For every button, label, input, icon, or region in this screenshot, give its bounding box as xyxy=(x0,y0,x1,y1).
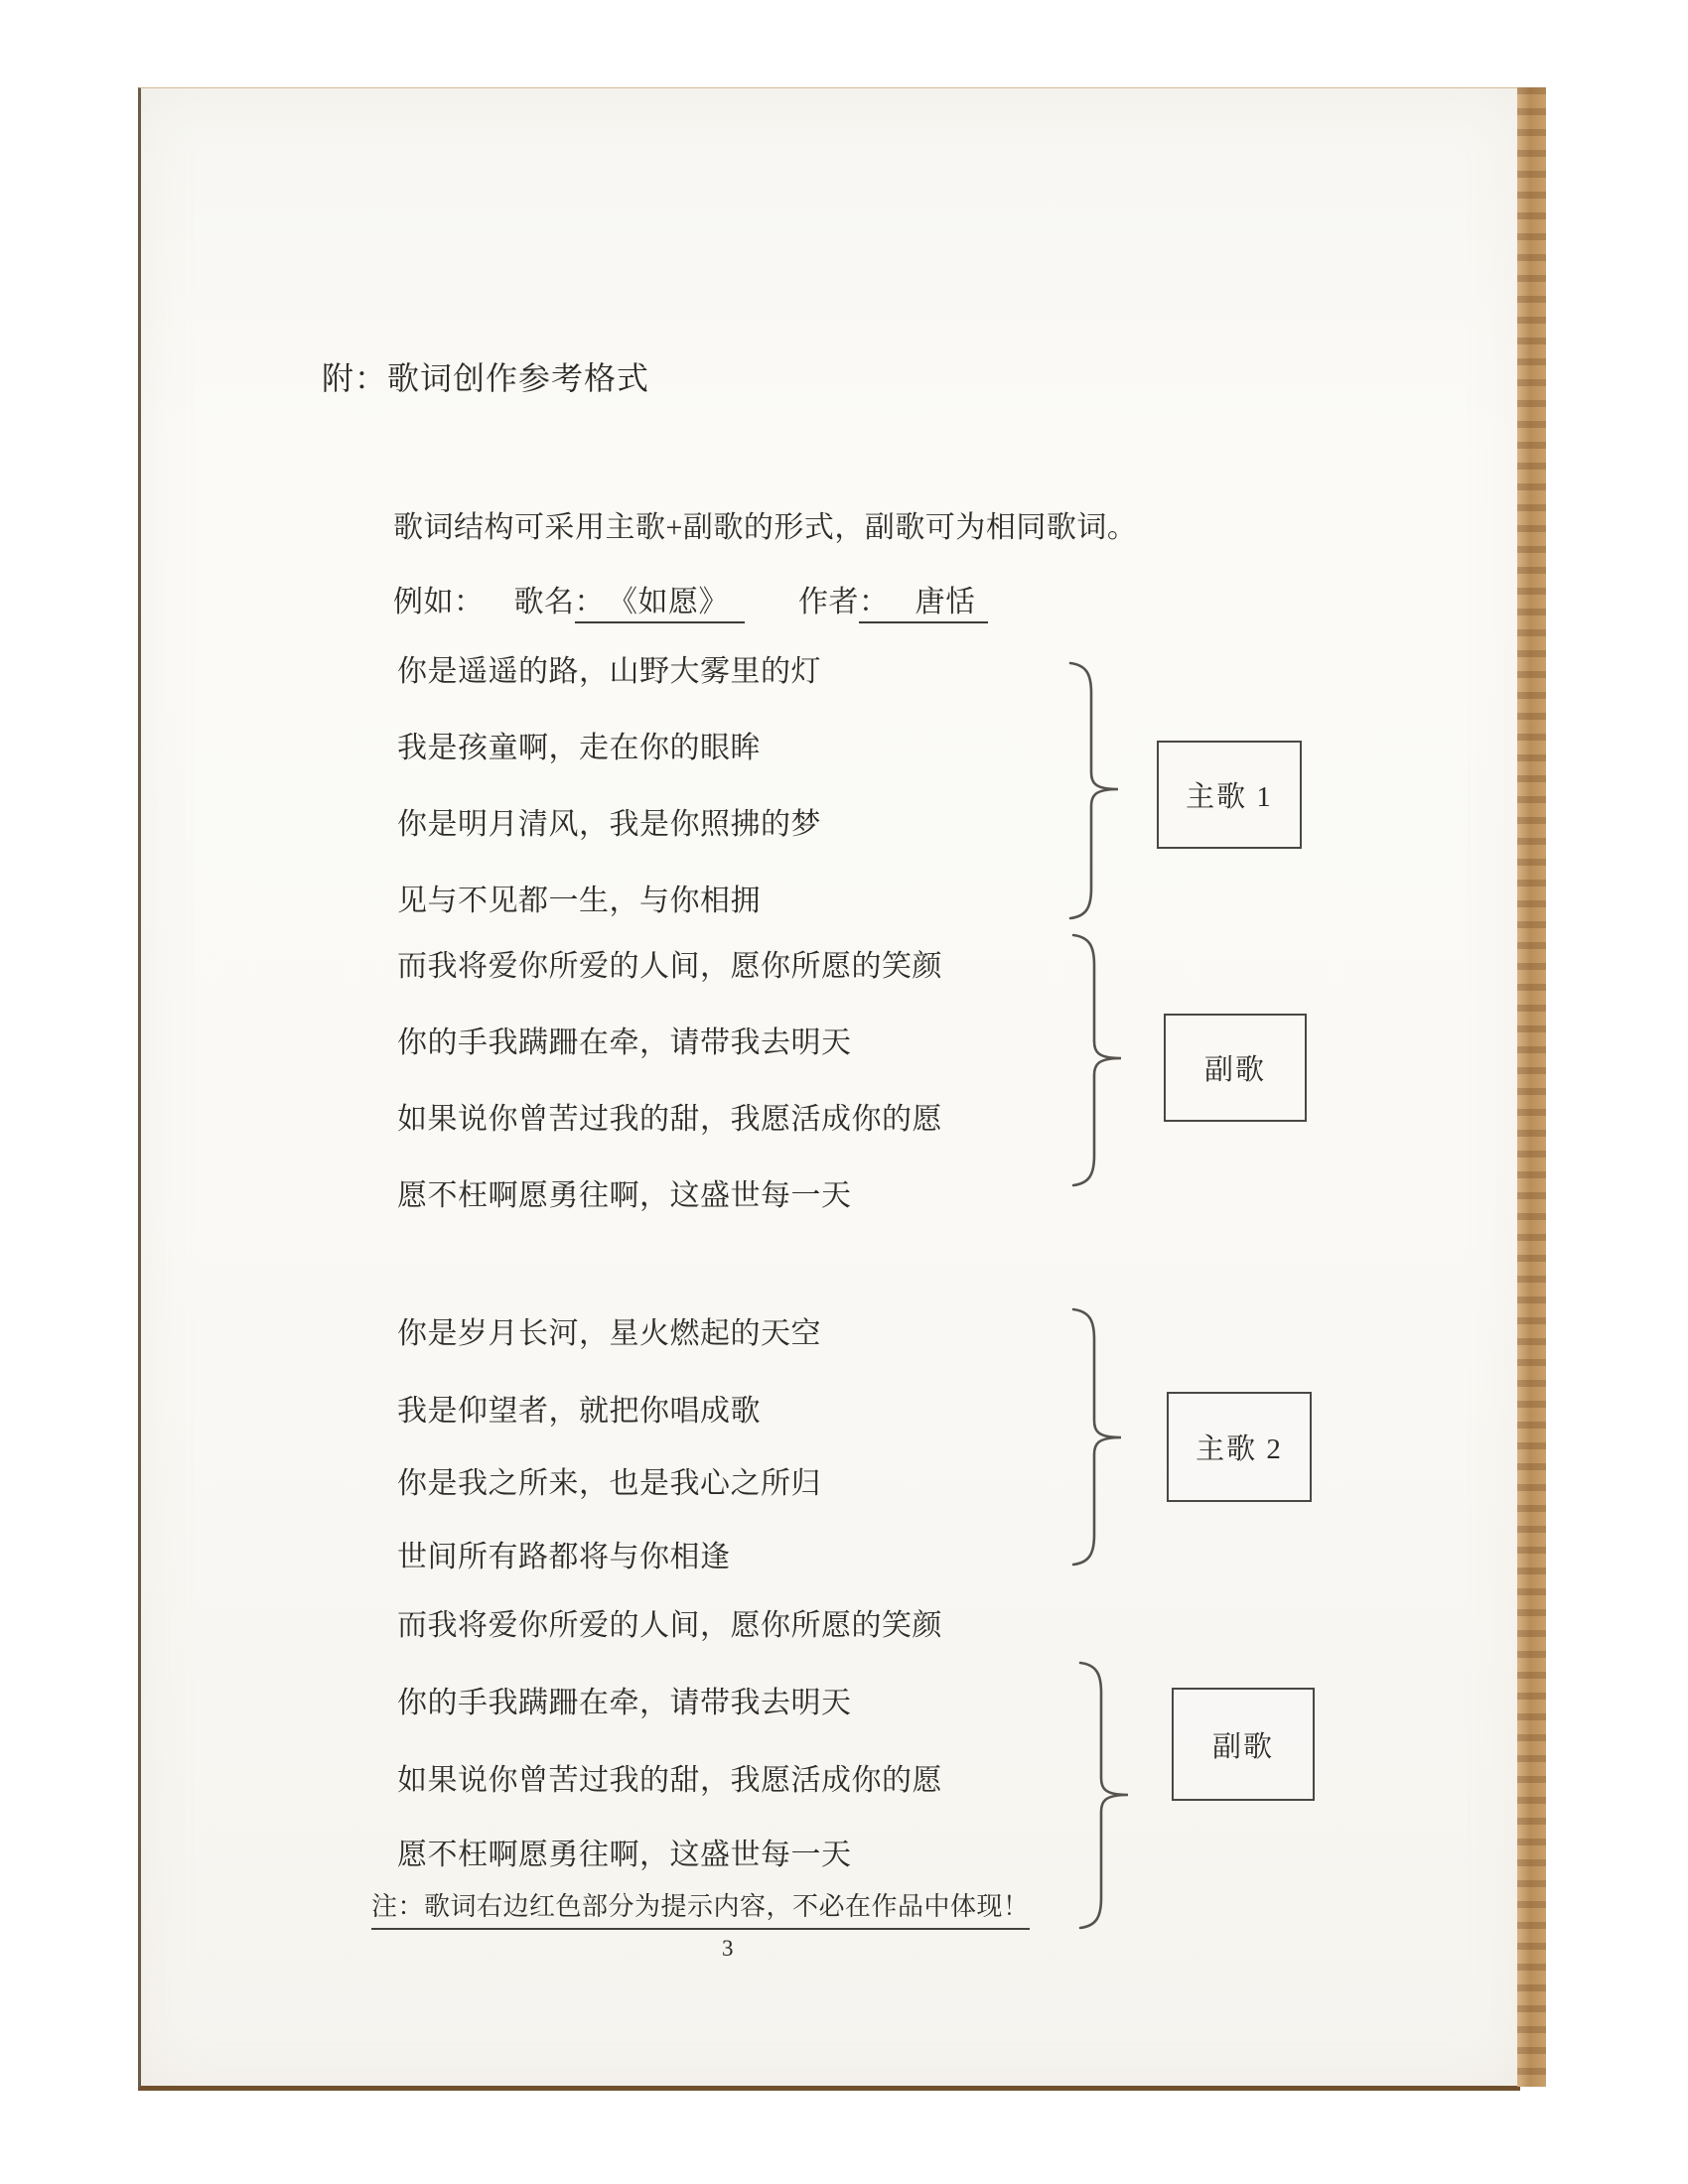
lyric-line: 你是遥遥的路，山野大雾里的灯 xyxy=(397,655,821,688)
song-name-underlined: ： 《如愿》 xyxy=(575,584,746,623)
lyric-line: 我是仰望者，就把你唱成歌 xyxy=(397,1395,761,1428)
page-number: 3 xyxy=(722,1936,734,1961)
desk-wood-edge xyxy=(1517,87,1546,2087)
song-title: 《如愿》 xyxy=(623,586,729,618)
lyric-line: 你是我之所来，也是我心之所归 xyxy=(397,1467,821,1500)
song-name-label: 歌名 xyxy=(513,586,575,618)
author-label: 作者 xyxy=(798,586,859,618)
author-underlined: ： 唐恬 xyxy=(859,584,988,623)
example-line xyxy=(393,577,988,623)
lyric-line: 而我将爱你所爱的人间，愿你所愿的笑颜 xyxy=(397,1609,942,1642)
brace-chorus2 xyxy=(1070,1659,1140,1932)
lyric-line: 你是岁月长河，星火燃起的天空 xyxy=(397,1317,821,1350)
example-prefix: 例如： xyxy=(393,586,485,618)
attachment-heading: 附：歌词创作参考格式 xyxy=(322,360,650,396)
lyric-line: 如果说你曾苦过我的甜，我愿活成你的愿 xyxy=(397,1764,942,1797)
section-label-chorus1: 副歌 xyxy=(1164,1014,1307,1122)
lyric-line: 你是明月清风，我是你照拂的梦 xyxy=(397,808,821,841)
intro-sentence: 歌词结构可采用主歌+副歌的形式，副歌可为相同歌词。 xyxy=(393,511,1138,544)
lyric-line: 而我将爱你所爱的人间，愿你所愿的笑颜 xyxy=(397,950,942,983)
lyric-line: 你的手我蹒跚在牵，请带我去明天 xyxy=(397,1026,852,1059)
lyric-line: 如果说你曾苦过我的甜，我愿活成你的愿 xyxy=(397,1103,942,1136)
brace-verse2 xyxy=(1063,1305,1133,1569)
lyric-line: 我是孩童啊，走在你的眼眸 xyxy=(397,732,761,764)
lyric-line: 愿不枉啊愿勇往啊，这盛世每一天 xyxy=(397,1839,852,1871)
lyric-line: 世间所有路都将与你相逢 xyxy=(397,1541,731,1573)
section-label-verse1: 主歌 1 xyxy=(1157,741,1302,849)
lyric-line: 见与不见都一生，与你相拥 xyxy=(397,885,761,917)
section-label-chorus2: 副歌 xyxy=(1172,1688,1315,1801)
brace-verse1 xyxy=(1060,659,1130,922)
author-name: 唐恬 xyxy=(914,586,976,618)
lyric-line: 愿不枉啊愿勇往啊，这盛世每一天 xyxy=(397,1179,852,1212)
footnote: 注：歌词右边红色部分为提示内容，不必在作品中体现！ xyxy=(371,1886,1030,1930)
brace-chorus1 xyxy=(1063,931,1133,1189)
section-label-verse2: 主歌 2 xyxy=(1167,1392,1312,1502)
lyric-line: 你的手我蹒跚在牵，请带我去明天 xyxy=(397,1687,852,1719)
